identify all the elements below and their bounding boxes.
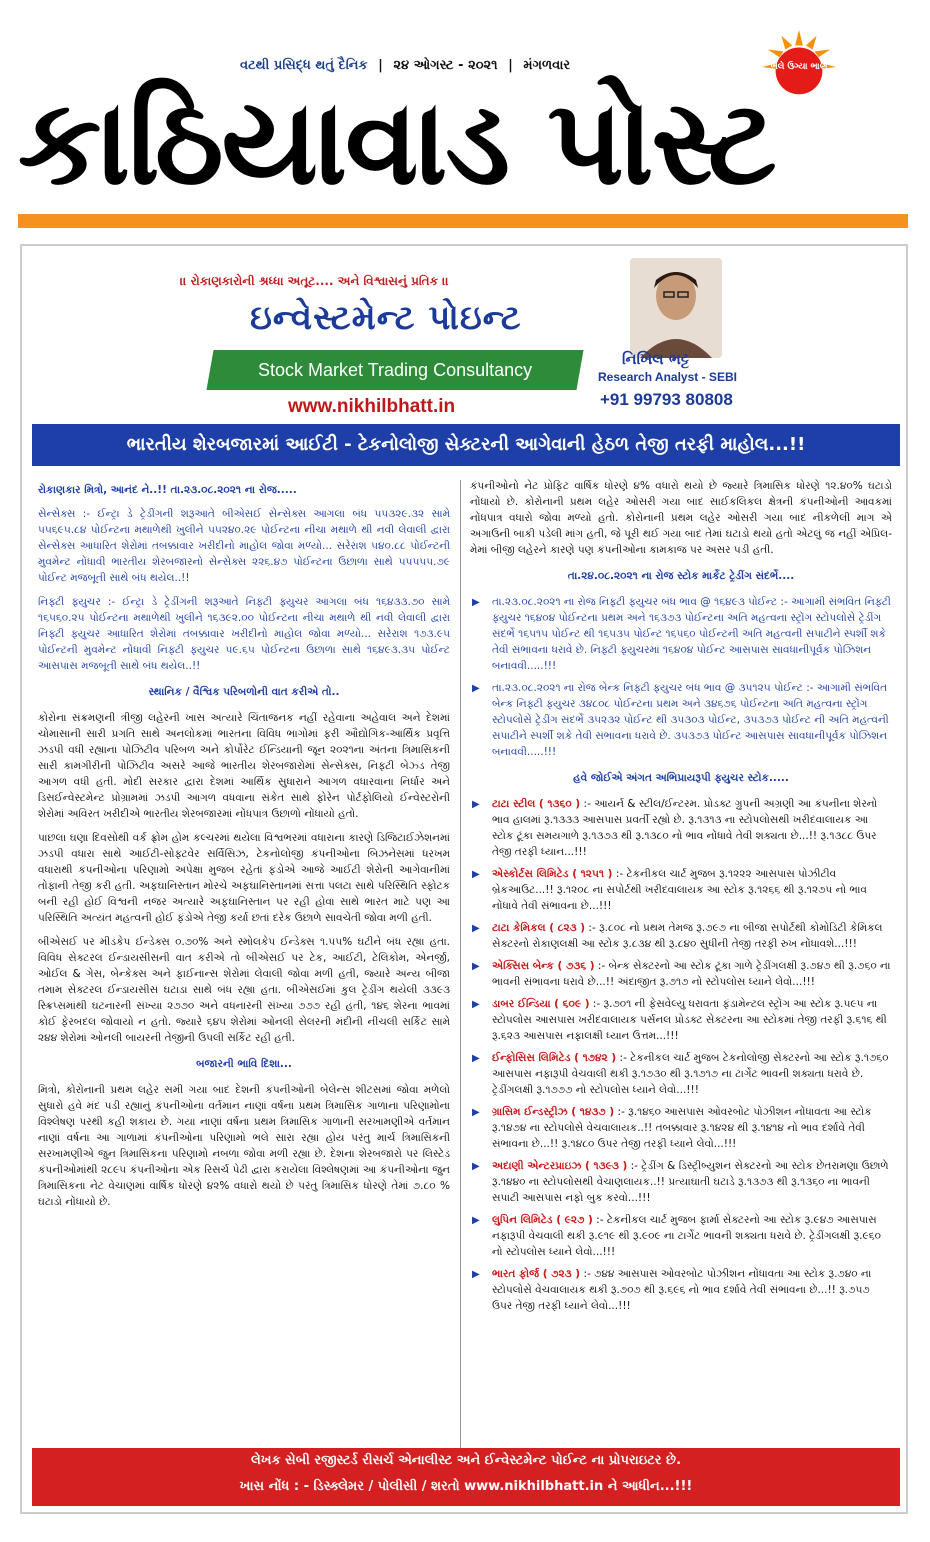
stock-text: :- ટેકનીકલ ચાર્ટ મુજબ ફાર્મા સેક્ટરનો આ સ્ટોક રૂ.૯૪૭ આસપાસ નફારૂપી વેચવાલી થકી રૂ.૯૧૯ થી રૂ.૯૦૯ ના ટાર્ગેટ ભાવની શક્યતા ધરાવે છે. ટ્રેડીંગલક્ષી રૂ.૯૬૦ નો સ્ટોપલોસ ધ્યાને લેવો...!!! <box>492 1214 881 1258</box>
stock-item <box>470 920 892 952</box>
subheading-local-global: સ્થાનિક / વૈશ્વિક પરિબળોની વાત કરીએ તો.. <box>148 686 340 698</box>
article-headline: ભારતીય શેરબજારમાં આઈટી - ટેકનોલોજી સેક્ટરની આગેવાની હેઠળ તેજી તરફી માહોલ...!! <box>32 424 900 466</box>
stock-item <box>470 866 892 914</box>
stock-text: :- ૭૪૪ આસપાસ ઓવરબોટ પોઝીશન નોંધાવતા આ સ્ટોક રૂ.૭૪૦ ના સ્ટોપલોસે વેચવાલાયક થકી રૂ.૭૦૭ થી રૂ.૬૯૬ નો ભાવ દર્શાવે તેવી સંભાવના છે...!! રૂ.૭૫૭ ઉપર તેજી તરફી ધ્યાને લેવો...!!! <box>492 1268 872 1312</box>
stock-item <box>470 1158 892 1206</box>
stock-name: ડાબર ઈન્ડિયા ( ૬૦૯ ) <box>492 998 590 1010</box>
stock-item <box>470 996 892 1044</box>
bank-nifty-bullet: ▶ તા.૨૩.૦૮.૨૦૨૧ ના રોજ બેન્ક નિફ્ટી ફ્યુચર બંધ ભાવ @ ૩૫૧૨૫ પોઈન્ટ :- આગામી સંભવિત બેન્ક નિફ્ટી ફ્યુચર ૩૪૮૦૮ પોઈન્ટના પ્રથમ અને ૩૪૬૭૬ પોઈન્ટના અતિ મહત્વના સ્ટ્રોંગ સ્ટોપલોસે ટ્રેડીંગ સંદર્ભે ૩૫૨૩૨ પોઈન્ટ થી ૩૫૩૦૩ પોઈન્ટ, ૩૫૩૭૩ પોઈન્ટ ની અતિ મહત્વની સપાટીને સ્પર્શી શકે તેવી સંભાવના ધરાવે છે. ૩૫૩૭૩ પોઈન્ટ આસપાસ સાવધાનીપૂર્વક પોઝિશન બનાવવી.....!!! <box>470 680 892 760</box>
paragraph-1: કોરોના સંક્રમણની ત્રીજી લહેરની ખાસ અત્યારે ચિંતાજનક નહીં રહેવાના અહેવાલ અને દેશમાં ચોમાસાની સારી પ્રગતિ સાથે અનલોકમાં ભારતના વિવિધ ભાગોમાં ફરી ઔદ્યોગિક-આર્થિક પ્રવૃત્તિ ઝડપી વધી રહ્યાના પોઝિટીવ પરિબળ અને કોર્પોરેટ ઈન્ડિયાની જૂન ૨૦૨૧ના અંતના ત્રિમાસિકની સારી કામગીરીની પોઝિટીવ અસરે આજે ભારતીય શેરબજારોમાં સેન્સેક્સ, નિફ્ટી બેઝ્ડ તેજી આગળ વધી હતી. મોદી સરકાર દ્વારા દેશમાં આર્થિક સુધારાને આગળ વધારવાના નિર્ધાર અને ડિસઈન્વેસ્ટમેન્ટ પ્રોગ્રામમાં ઝડપી આગળ વધવાના સંકેત સાથે ફોરેન પોર્ટફોલિયો ઈન્વેસ્ટરોની શેરોમાં અવિરત ખરીદીએ ભારતીય શેરબજારમાં નોંધપાત્ર ઉછાળો નોંધાયો હતો. <box>38 712 450 820</box>
stock-item <box>470 1050 892 1098</box>
ad-ribbon <box>206 350 583 390</box>
newspaper-title: કાઠિયાવાડ પોસ્ટ <box>18 73 775 211</box>
stock-item <box>470 1104 892 1152</box>
ad-slogan: ।। રોકાણકારોની શ્રધ્ધા અતૂટ.... અને વિશ્વાસનું પ્રતિક ।। <box>180 274 449 288</box>
stock-name: ટાટા કેમિકલ ( ૮૨૩ ) <box>492 922 586 934</box>
masthead-day: મંગળવાર <box>523 58 571 73</box>
stock-item <box>470 958 892 990</box>
sun-logo-icon <box>760 28 838 106</box>
masthead-date: ૨૪ ઓગસ્ટ - ૨૦૨૧ <box>393 58 498 73</box>
date-separator: | <box>508 58 513 73</box>
paragraph-4: મિત્રો, કોરોનાની પ્રથમ લહેર સમી ગયા બાદ દેશની કંપનીઓની બેલેન્સ શીટસમાં જોવા મળેલો સુધારો હવે મંદ પડી રહ્યાનું કંપનીઓના વર્તમાન નાણાં વર્ષના પ્રથમ ત્રિમાસિક ગાળાના પરિણામોના વિશ્લેષણ પરથી કહી શકાય છે. ગયા નાણાં વર્ષના પ્રથમ ત્રિમાસિક ગાળાની સરખામણીએ વર્તમાન નાણાં વર્ષના આ ગાળામાં કંપનીઓના પરિણામો ભલે સારા રહ્યા હોય પરંતુ માર્ચ ત્રિમાસિકની સરખામણીએ જુન ત્રિમાસિકના પરિણામો નબળા જોવા મળી રહ્યા છે. દેશના શેરબજારો પર લિસ્ટેડ કંપનીઓમાંથી ૨૮૯૫ કંપનીઓના એક રિસર્ચ પેઢી દ્વારા કરાયેલા વિશ્લેષણમાં આ કંપનીઓના જુન ત્રિમાસિકના નેટ વેચાણમાં વાર્ષિક ધોરણે ૪૨% વધારો થયો છે પરંતુ ત્રિમાસિક ધોરણે તેમાં ૭.૮૦ % ઘટાડો નોંધાયો છે. <box>38 1084 450 1208</box>
author-role: Research Analyst - SEBI <box>598 370 737 384</box>
footer-line-2: ખાસ નોંધ : - ડિસ્ક્લેમર / પોલીસી / શરતો www.nikhilbhatt.in ને આધીન...!!! <box>239 1479 693 1494</box>
stock-item <box>470 796 892 860</box>
masthead-tagline <box>240 58 570 73</box>
stock-text: :- રૂ.૧૪૬૦ આસપાસ ઓવરબોટ પોઝીશન નોંધાવતા આ સ્ટોક રૂ.૧૪૭૪ ના સ્ટોપલોસે વેચવાલાયક..!! તબક્કાવાર રૂ.૧૪૨૪ થી રૂ.૧૪૧૪ નો ભાવ દર્શાવે તેવી સંભાવના છે...!! રૂ.૧૪૮૦ ઉપર તેજી તરફી ધ્યાને લેવો...!!! <box>492 1106 872 1150</box>
intro-paragraph: કંપનીઓનો નેટ પ્રોફિટ વાર્ષિક ધોરણે ૪% વધારો થયો છે જ્યારે ત્રિમાસિક ધોરણે ૧૨.૪૦% ઘટાડો નોંધાયો છે. કોરોનાની પ્રથમ લહેર ઓસરી ગયા બાદ સાઈકલિકલ ક્ષેત્રની કંપનીઓની આવકમાં નોંધપાત્ર વધારો જોવા મળ્યો હતો. કોરોનાની પ્રથમ લહેર ઓસરી ગયા બાદ નીકળેલી માગ એ અગાઉની બાકી પડેલી માંગ હતી, જે પૂરી થઈ ગયા બાદ તેમાં ઘટાડો થયો હતો એટલું જ નહીં એપ્રિલ-મેમાં બીજી લહેરને કારણે પણ કંપનીઓના કામકાજ પર અસર પડી હતી. <box>470 480 892 556</box>
person-icon <box>630 258 722 358</box>
column-divider <box>460 480 461 1500</box>
stock-text: :- રૂ.૮૦૮ નો પ્રથમ તેમજ રૂ.૭૯૭ ના બીજા સપોર્ટથી કોમોડિટી કેમિકલ સેક્ટરનો રોકાણલક્ષી આ સ્ટોક રૂ.૮૩૪ થી રૂ.૮૪૦ સુધીની તેજી તરફી રુખ નોંધાવશે...!!! <box>492 922 883 950</box>
ad-ribbon-text: Stock Market Trading Consultancy <box>257 360 533 380</box>
paragraph-2: પાછલા ઘણા દિવસોથી વર્ક ફ્રોમ હોમ કલ્ચરમાં થયેલા વિશ્વભરમાં વધારાના કારણે ડિજિટાઈઝેશનમાં ઝડપી વધારા સાથે આઈટી-સોફ્ટવેર સર્વિસિઝ, ટેકનોલોજી કંપનીઓના બિઝનેસમાં ધરખમ વધારાથી કંપનીઓના પરિણામો અપેક્ષા મુજબ રહેતાં ફંડોએ આજે આઈટી શેરોની આગેવાનીમાં તોફાની તેજી કરી હતી. અફઘાનિસ્તાન મોરચે અફઘાનિસ્તાનમાં સત્તા પલટા સાથે પરિસ્થિતિ સ્ફોટક બની રહી હોઈ વિશ્વની નજર અત્યારે અફઘાનિસ્તાન પર રહી હોવા સાથે ભારત માટે પણ આ પરિસ્થિતિ અત્યંત મહત્વની હોઈ ફંડોએ તેજી કર્યા છતાં દરેક ઉછાળે સાવચેતી જોવા મળી હતી. <box>38 832 450 924</box>
stock-name: ભારત ફોર્જ ( ૭૨૩ ) <box>492 1268 581 1280</box>
subheading-stocks: હવે જોઈએ અંગત અભિપ્રાયરૂપી ફ્યુચર સ્ટોક..... <box>573 772 789 784</box>
sensex-paragraph: સેન્સેક્સ :- ઈન્ટ્રા ડે ટ્રેડીંગની શરૂઆતે બીએસઈ સેન્સેક્સ આગલા બંધ ૫૫૩૨૯.૩૨ સામે ૫૫૬૯૫.૮૪ પોઈન્ટના મથાળેથી ખુલીને ૫૫૨૪૦.૨૯ પોઈન્ટના નીચા મથાળે થી નવી લેવાલી દ્વારા સેન્સેક્સ આધારિત શેરોમાં તબક્કાવાર ખરીદીનો માહોલ જોવા મળ્યો... સરેરાશ ૫૪૦.૮૮ પોઈન્ટની મુવમેન્ટ નોંધાવી ભારતીય શેરબજારનો સેન્સેક્સ ૨૨૬.૪૭ પોઈન્ટના ઉછાળા સાથે ૫૫૫૫૫.૭૯ પોઈન્ટ મજબૂતી સાથે બંધ થયેલ..!! <box>38 508 450 584</box>
sun-text: ભલે ઉગ્યા ભાણ <box>770 61 828 72</box>
advertisement-banner <box>40 250 890 418</box>
nifty-paragraph: નિફ્ટી ફ્યુચર :- ઈન્ટ્રા ડે ટ્રેડીંગની શરૂઆતે નિફ્ટી ફ્યુચર આગલા બંધ ૧૬૪૩૩.૭૦ સામે ૧૬૫૬૦.૨૫ પોઈન્ટના મથાળેથી ખુલીને ૧૬૩૯૨.૦૦ પોઈન્ટના નીચા મથાળે થી નવી લેવાલી દ્વારા નિફ્ટી ફ્યુચર આધારિત શેરોમાં તબક્કાવાર ખરીદીનો માહોલ જોવા મળ્યો... સરેરાશ ૧૭૩.૯૫ પોઈન્ટની મુવમેન્ટ નોંધાવી નિફ્ટી ફ્યુચર ૫૯.૬૫ પોઈન્ટના ઉછાળા સાથે ૧૬૪૯૩.૩૫ પોઈન્ટ આસપાસ મજબૂતી સાથે બંધ થયેલ..!! <box>38 596 450 672</box>
stock-name: લુપિન લિમિટેડ ( ૯૨૭ ) <box>492 1214 593 1226</box>
masthead-rule <box>18 214 908 228</box>
stock-name: એસ્કોર્ટસ લિમિટેડ ( ૧૨૫૧ ) <box>492 868 613 880</box>
right-column <box>470 478 892 1320</box>
footer-banner <box>32 1448 900 1506</box>
ad-brand-name: ઇન્વેસ્ટમેન્ટ પોઇન્ટ <box>250 298 522 338</box>
stock-text: :- રૂ.૭૦૧ ની ફેસવેલ્યુ ધરાવતા ફંડામેન્ટલ સ્ટ્રોંગ આ સ્ટોક રૂ.૫૯૫ ના સ્ટોપલોસ આસપાસ ખરીદવાલાયક પર્સનલ પ્રોડક્ટ સેક્ટરના આ સ્ટોકમાં તેજી તરફી રૂ.૬૧૬ થી રૂ.૬૨૩ આસપાસ નફાલક્ષી ધ્યાન ઉત્તમ...!!! <box>492 998 887 1042</box>
author-name: નિખિલ ભટ્ટ <box>622 350 689 368</box>
masthead <box>0 0 930 232</box>
subheading-trading: તા.૨૪.૦૮.૨૦૨૧ ના રોજ સ્ટોક માર્કેટ ટ્રેડીંગ સંદર્ભે.... <box>567 570 795 582</box>
stock-name: એક્સિસ બેન્ક ( ૭૩૬ ) <box>492 960 595 972</box>
stock-text: :- ટેકનીકલ ચાર્ટ મુજબ ટેકનોલોજી સેક્ટરનો આ સ્ટોક રૂ.૧૭૬૦ આસપાસ નફારૂપી વેચવાલી થકી રૂ.૧૭૩૦ થી રૂ.૧૭૧૭ ના ટાર્ગેટ ભાવની શક્યતા ધરાવે છે. ટ્રેડીંગલક્ષી રૂ.૧૭૭૭ નો સ્ટોપલોસ ધ્યાને લેવો...!!! <box>492 1052 889 1096</box>
left-column <box>38 482 450 1218</box>
stock-name: અદાણી એન્ટરપ્રાઇઝ ( ૧૩૯૩ ) <box>492 1160 628 1172</box>
greeting: રોકાણકાર મિત્રો, આનંદ ને..!! તા.૨૩.૦૮.૨૦૨૧ ના રોજ..... <box>38 484 297 496</box>
stock-name: ગ્રાસિમ ઈન્ડસ્ટ્રીઝ ( ૧૪૩૭ ) <box>492 1106 615 1118</box>
stock-text: :- બેન્ક સેક્ટરનો આ સ્ટોક ટૂંકા ગાળે ટ્રેડીંગલક્ષી રૂ.૭૪૭ થી રૂ.૭૬૦ ના ભાવની સંભાવના ધરાવે છે...!! અંદાજીત રૂ.૭૧૭ નો સ્ટોપલોસ ધ્યાને લેવો...!!! <box>492 960 891 988</box>
stock-item <box>470 1212 892 1260</box>
nifty-future-bullet: ▶ તા.૨૩.૦૮.૨૦૨૧ ના રોજ નિફ્ટી ફ્યુચર બંધ ભાવ @ ૧૬૪૯૩ પોઈન્ટ :- આગામી સંભવિત નિફ્ટી ફ્યુચર ૧૬૪૦૪ પોઈન્ટના પ્રથમ અને ૧૬૩૭૩ પોઈન્ટના અતિ મહત્વના સ્ટ્રોંગ સ્ટોપલોસે ટ્રેડીંગ સંદર્ભે ૧૬૫૧૫ પોઈન્ટ થી ૧૬૫૩૫ પોઈન્ટ ૧૬૫૬૦ પોઈન્ટની અતિ મહત્વની સપાટીને સ્પર્શી શકે તેવી સંભાવના ધરાવે છે. નિફ્ટી ફ્યુચરમાં ૧૬૪૦૪ પોઈન્ટ આસપાસ સાવધાનીપૂર્વક પોઝિશન બનાવવી.....!!! <box>470 594 892 674</box>
stock-text: :- ટેકનીકલ ચાર્ટ મુજબ રૂ.૧૨૨૨ આસપાસ પોઝીટીવ બ્રેકઆઉટ...!! રૂ.૧૨૦૮ ના સપોર્ટથી ખરીદવાલાયક આ સ્ટોક રૂ.૧૨૬૬ થી રૂ.૧૨૭૫ નો ભાવ નોંધાવે તેવી સંભાવના છે...!!! <box>492 868 867 912</box>
ad-website-link[interactable]: www.nikhilbhatt.in <box>288 396 456 417</box>
footer-line-1: લેખક સેબી રજીસ્ટર્ડ રીસર્ચ એનાલીસ્ટ અને ઈન્વેસ્ટમેન્ટ પોઈન્ટ ના પ્રોપરાઇટર છે. <box>250 1453 682 1468</box>
stock-item <box>470 1266 892 1314</box>
stock-text: :- ટ્રેડીંગ & ડિસ્ટ્રીબ્યુશન સેક્ટરનો આ સ્ટોક છેતરામણા ઉછાળે રૂ.૧૪૪૦ ના સ્ટોપલોસથી વેચાણલાયક..!! પ્રત્યાઘાતી ઘટાડે રૂ.૧૩૭૩ થી રૂ.૧૩૬૦ ના ભાવની સપાટી આસપાસ નફો બુક કરવો...!!! <box>492 1160 889 1204</box>
author-phone: +91 99793 80808 <box>600 390 733 409</box>
stock-text: :- આયર્ન & સ્ટીલ/ઈન્ટરમ. પ્રોડક્ટ ગ્રુપની અગ્રણી આ કંપનીના શેરનો ભાવ હાલમાં રૂ.૧૩૩૩ આસપાસ પ્રવર્તી રહ્યો છે. રૂ.૧૩૧૩ ના સ્ટોપલોસથી ખરીદવાલાયક આ સ્ટોક ટૂંકા સમયગાળે રૂ.૧૩૭૩ થી રૂ.૧૩૮૦ નો ભાવ નોંધાવે તેવી શક્યતા છે...!! રૂ.૧૩૮૮ ઉપર તેજી તરફી ધ્યાન...!!! <box>492 798 878 858</box>
paragraph-3: બીએસઈ પર મીડકેપ ઈન્ડેક્સ ૦.૭૦% અને સ્મોલકેપ ઈન્ડેક્સ ૧.૫૫% ઘટીને બંધ રહ્યા હતા. વિવિધ સેક્ટરલ ઈન્ડાયસીસની વાત કરીએ તો બીએસઈ પર ટેક, આઈટી, ટેલિકોમ, એનર્જી, ઓઈલ & ગેસ, બેન્કેક્સ અને ફાઈનાન્સ શેરોમાં લેવાલી જોવા મળી હતી, જ્યારે અન્ય બીજા તમામ સેક્ટરલ ઈન્ડાયસીસ ઘટાડા સાથે બંધ રહ્યા હતા. બીએસઈમાં કુલ ટ્રેડીંગ થયેલી ૩૩૯૩ સ્ક્રિપ્સમાંથી ઘટનારની સંખ્યા ૨૭૭૦ અને વધનારની સંખ્યા ૭૭૭ રહી હતી, ૧૪૬ શેરના ભાવમાં કોઈ ફેરબદલ જોવાયો ન હતો. જ્યારે ૬૪૫ શેરોમાં ઓનલી સેલરની મંદીની નીચલી સર્કિટ સામે ૨૪૪ શેરોમાં ઓનલી બાયરની તેજીની ઉપલી સર્કિટ રહી હતી. <box>38 936 450 1044</box>
tagline-separator: | <box>378 58 383 73</box>
tagline-text: વટથી પ્રસિદ્ધ થતું દૈનિક <box>240 58 368 73</box>
subheading-market-direction: બજારની ભાવિ દિશા... <box>196 1058 292 1070</box>
stock-name: ટાટા સ્ટીલ ( ૧૩૬૦ ) <box>492 798 581 810</box>
author-photo <box>630 258 722 358</box>
stock-name: ઈન્ફોસિસ લિમિટેડ ( ૧૭૪૨ ) <box>492 1052 617 1064</box>
